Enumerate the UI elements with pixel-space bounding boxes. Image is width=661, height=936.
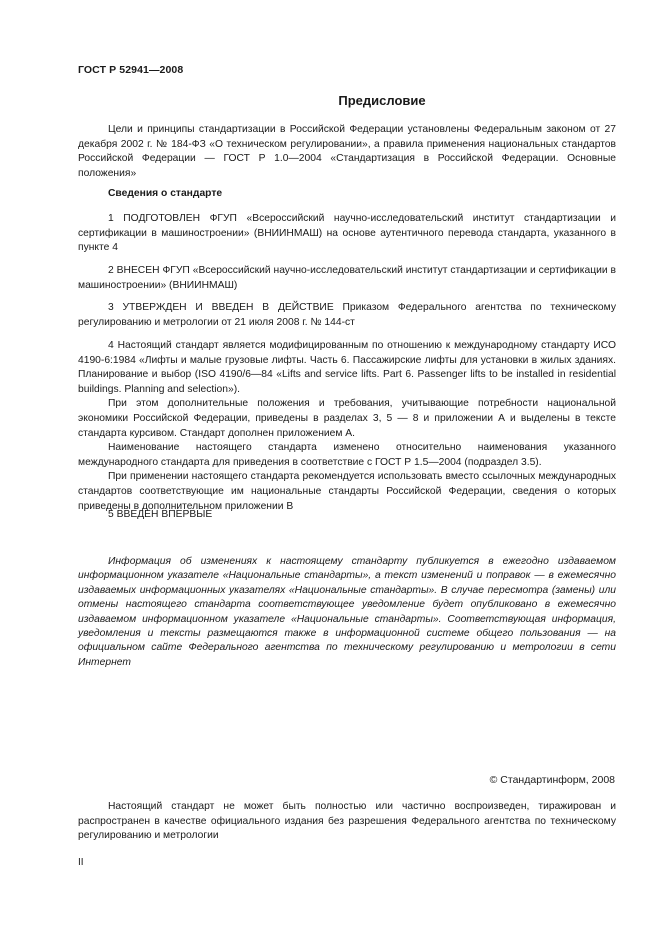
change-info-text: Информация об изменениях к настоящему стандарту публикуется в ежегодно издаваемом информационном указателе «Национальные стандарты», а текст изменений и поправок — в ежемесячно издаваемых информационных указателях «Национальные стандарты». В случае пересмотра (замены) или отмены настоящего стандарта соответствующее уведомление будет опубликовано в ежемесячно издаваемом информационном указателе «Национальные стандарты». Соответствующая информация, уведомления и тексты размещаются также в информационной системе общего пользования — на официальном сайте Федерального агентства по техническому регулированию и метрологии в сети Интернет <box>78 556 616 668</box>
foreword-intro <box>78 123 616 181</box>
info-item-2-text: 2 ВНЕСЕН ФГУП «Всероссийский научно-исследовательский институт стандартизации и сертификации в машиностроении» (ВНИИНМАШ) <box>78 265 616 291</box>
info-item-4-paragraph-1: 4 Настоящий стандарт является модифицированным по отношению к международному стандарту ИСО 4190-6:1984 «Лифты и малые грузовые лифты. Часть 6. Пассажирские лифты для установки в жилых зданиях. Планирование и выбор (ISO 4190/6—84 «Lifts and service lifts. Part 6. Passenger lifts to be installed in residential buildings. Planning and selection»). <box>78 340 616 395</box>
info-item-4 <box>78 339 616 514</box>
info-item-5-text: 5 ВВЕДЕН ВПЕРВЫЕ <box>108 509 213 520</box>
info-item-3-text: 3 УТВЕРЖДЕН И ВВЕДЕН В ДЕЙСТВИЕ Приказом Федерального агентства по техническому регулированию и метрологии от 21 июля 2008 г. № 144-ст <box>78 302 616 328</box>
info-item-1 <box>78 212 616 256</box>
foreword-title: Предисловие <box>338 93 426 108</box>
standard-info-heading: Сведения о стандарте <box>108 188 223 199</box>
info-item-5 <box>78 508 616 523</box>
info-item-4-paragraph-4: При применении настоящего стандарта рекомендуется использовать вместо ссылочных международных стандартов соответствующие им национальные стандарты Российской Федерации, сведения о которых приведены в дополнительном приложении В <box>78 471 616 512</box>
info-item-4-paragraph-3: Наименование настоящего стандарта изменено относительно наименования указанного международного стандарта для приведения в соответствие с ГОСТ Р 1.5—2004 (подраздел 3.5). <box>78 442 616 468</box>
change-info-notice <box>78 555 616 670</box>
info-item-4-paragraph-2: При этом дополнительные положения и требования, учитывающие потребности национальной экономики Российской Федерации, приведены в разделах 3, 5 — 8 и приложении А и выделены в тексте стандарта курсивом. Стандарт дополнен приложением А. <box>78 398 616 439</box>
info-item-3 <box>78 301 616 330</box>
info-item-1-text: 1 ПОДГОТОВЛЕН ФГУП «Всероссийский научно-исследовательский институт стандартизации и сертификации в машиностроении» (ВНИИНМАШ) на основе аутентичного перевода стандарта, указанного в пункте 4 <box>78 213 616 254</box>
info-item-2 <box>78 264 616 293</box>
copyright-notice <box>78 800 616 844</box>
copyright-line: © Стандартинформ, 2008 <box>489 774 615 786</box>
standard-code: ГОСТ Р 52941—2008 <box>78 64 184 76</box>
page-number: II <box>78 857 84 868</box>
intro-paragraph: Цели и принципы стандартизации в Российской Федерации установлены Федеральным законом от 27 декабря 2002 г. № 184-ФЗ «О техническом регулировании», а правила применения национальных стандартов Российской Федерации — ГОСТ Р 1.0—2004 «Стандартизация в Российской Федерации. Основные положения» <box>78 124 616 179</box>
copyright-notice-text: Настоящий стандарт не может быть полностью или частично воспроизведен, тиражирован и распространен в качестве официального издания без разрешения Федерального агентства по техническому регулированию и метрологии <box>78 801 616 842</box>
